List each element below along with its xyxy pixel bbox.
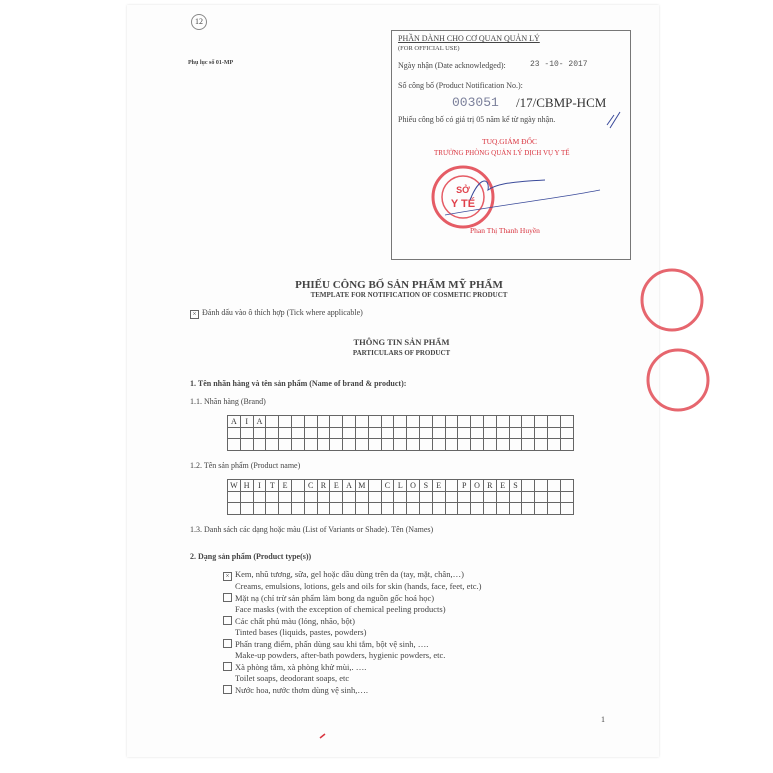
question-1-1: 1.1. Nhãn hàng (Brand) bbox=[190, 397, 266, 406]
grid-cell bbox=[343, 439, 356, 451]
grid-cell: O bbox=[471, 480, 484, 492]
grid-cell bbox=[253, 439, 266, 451]
grid-cell bbox=[381, 503, 394, 515]
grid-cell: O bbox=[407, 480, 420, 492]
type-vi: Các chất phủ màu (lỏng, nhão, bột) bbox=[235, 615, 355, 626]
grid-cell bbox=[407, 491, 420, 503]
type-en: Toilet soaps, deodorant soaps, etc bbox=[235, 673, 350, 683]
grid-cell bbox=[343, 491, 356, 503]
type-vi: Mặt nạ (chỉ trừ sản phẩm làm bong da nguồn gốc hoá học) bbox=[235, 592, 435, 603]
grid-cell bbox=[471, 491, 484, 503]
grid-cell bbox=[483, 416, 496, 428]
notification-suffix: /17/CBMP-HCM bbox=[516, 95, 607, 110]
grid-cell: A bbox=[343, 480, 356, 492]
grid-cell bbox=[560, 480, 573, 492]
grid-cell: I bbox=[240, 416, 253, 428]
grid-cell bbox=[330, 416, 343, 428]
grid-cell bbox=[355, 439, 368, 451]
type-vi: Nước hoa, nước thơm dùng vệ sinh,…. bbox=[235, 684, 368, 695]
grid-cell bbox=[471, 503, 484, 515]
grid-cell bbox=[291, 439, 304, 451]
question-1-3: 1.3. Danh sách các dạng hoặc màu (List of Variants or Shade). Tên (Names) bbox=[190, 525, 434, 534]
grid-cell bbox=[458, 439, 471, 451]
grid-cell bbox=[483, 491, 496, 503]
grid-cell bbox=[368, 480, 381, 492]
grid-cell bbox=[432, 503, 445, 515]
grid-cell bbox=[368, 439, 381, 451]
grid-cell bbox=[394, 439, 407, 451]
grid-cell bbox=[509, 439, 522, 451]
grid-cell bbox=[266, 503, 279, 515]
product-type-item bbox=[223, 639, 481, 662]
grid-cell bbox=[317, 503, 330, 515]
grid-cell bbox=[279, 439, 292, 451]
grid-cell: H bbox=[240, 480, 253, 492]
grid-cell bbox=[330, 491, 343, 503]
product-type-item bbox=[223, 685, 481, 697]
type-vi: Xà phòng tắm, xà phòng khử mùi,. …. bbox=[235, 661, 367, 672]
grid-cell bbox=[291, 427, 304, 439]
grid-cell bbox=[291, 480, 304, 492]
grid-cell: R bbox=[317, 480, 330, 492]
grid-cell: A bbox=[253, 416, 266, 428]
grid-cell bbox=[496, 439, 509, 451]
grid-cell bbox=[522, 503, 535, 515]
checked-box-icon: × bbox=[190, 310, 199, 319]
annex-label: Phụ lục số 01-MP bbox=[188, 60, 234, 66]
grid-cell: C bbox=[381, 480, 394, 492]
grid-cell bbox=[419, 427, 432, 439]
product-type-list bbox=[223, 569, 481, 696]
grid-cell bbox=[445, 427, 458, 439]
grid-cell bbox=[445, 439, 458, 451]
grid-cell bbox=[394, 491, 407, 503]
grid-cell bbox=[535, 427, 548, 439]
date-label: Ngày nhận (Date acknowledged): bbox=[398, 61, 506, 70]
grid-cell: E bbox=[432, 480, 445, 492]
validity-text: Phiếu công bố có giá trị 05 năm kể từ ngày nhận. bbox=[398, 115, 556, 124]
page-number-badge: 12 bbox=[191, 14, 207, 30]
question-1-2: 1.2. Tên sản phẩm (Product name) bbox=[190, 461, 301, 470]
grid-cell bbox=[343, 503, 356, 515]
brand-grid bbox=[227, 415, 574, 451]
grid-cell bbox=[253, 491, 266, 503]
signer-name: Phan Thị Thanh Huyền bbox=[470, 226, 540, 235]
grid-cell bbox=[228, 503, 241, 515]
grid-cell bbox=[240, 427, 253, 439]
page-number: 1 bbox=[601, 715, 605, 724]
grid-cell bbox=[253, 503, 266, 515]
grid-cell bbox=[535, 491, 548, 503]
grid-cell: R bbox=[483, 480, 496, 492]
grid-cell bbox=[368, 491, 381, 503]
grid-cell bbox=[419, 439, 432, 451]
grid-cell bbox=[304, 416, 317, 428]
type-en: Face masks (with the exception of chemical peeling products) bbox=[235, 604, 446, 614]
official-subtitle: (FOR OFFICIAL USE) bbox=[398, 45, 460, 52]
grid-cell bbox=[291, 416, 304, 428]
grid-cell bbox=[355, 416, 368, 428]
grid-cell bbox=[432, 439, 445, 451]
grid-cell bbox=[317, 439, 330, 451]
grid-cell bbox=[407, 416, 420, 428]
grid-cell bbox=[496, 416, 509, 428]
grid-cell bbox=[330, 439, 343, 451]
grid-cell bbox=[522, 480, 535, 492]
type-vi: Phấn trang điểm, phấn dùng sau khi tắm, bột vệ sinh, …. bbox=[235, 638, 429, 649]
grid-cell: E bbox=[330, 480, 343, 492]
product-type-item bbox=[223, 662, 481, 685]
grid-cell bbox=[445, 480, 458, 492]
grid-cell bbox=[547, 480, 560, 492]
grid-cell bbox=[471, 439, 484, 451]
grid-cell bbox=[483, 503, 496, 515]
grid-cell bbox=[458, 427, 471, 439]
grid-cell bbox=[279, 427, 292, 439]
type-vi: Kem, nhũ tương, sữa, gel hoặc dầu dùng trên da (tay, mặt, chân,…) bbox=[235, 569, 464, 579]
grid-cell bbox=[419, 416, 432, 428]
grid-cell bbox=[228, 491, 241, 503]
grid-cell bbox=[445, 503, 458, 515]
grid-cell bbox=[535, 439, 548, 451]
grid-cell bbox=[304, 439, 317, 451]
grid-cell bbox=[522, 491, 535, 503]
grid-cell bbox=[394, 416, 407, 428]
grid-cell bbox=[317, 416, 330, 428]
grid-cell: I bbox=[253, 480, 266, 492]
official-title: PHẦN DÀNH CHO CƠ QUAN QUẢN LÝ bbox=[398, 34, 540, 43]
grid-cell bbox=[266, 427, 279, 439]
grid-cell bbox=[304, 503, 317, 515]
date-value: 23 -10- 2017 bbox=[530, 60, 588, 69]
grid-cell bbox=[432, 491, 445, 503]
grid-cell bbox=[279, 416, 292, 428]
grid-cell bbox=[509, 416, 522, 428]
grid-cell bbox=[343, 427, 356, 439]
grid-cell: S bbox=[419, 480, 432, 492]
grid-cell bbox=[240, 439, 253, 451]
grid-cell: T bbox=[266, 480, 279, 492]
grid-cell: M bbox=[355, 480, 368, 492]
grid-cell bbox=[560, 439, 573, 451]
grid-cell bbox=[547, 491, 560, 503]
grid-cell: C bbox=[304, 480, 317, 492]
grid-cell bbox=[355, 491, 368, 503]
checkbox-icon[interactable] bbox=[223, 685, 232, 694]
grid-cell bbox=[394, 427, 407, 439]
checkbox-icon[interactable] bbox=[223, 662, 232, 671]
grid-cell bbox=[483, 427, 496, 439]
grid-cell bbox=[509, 503, 522, 515]
notification-number: 003051 bbox=[452, 95, 499, 110]
grid-cell bbox=[535, 416, 548, 428]
grid-cell bbox=[509, 427, 522, 439]
grid-cell bbox=[240, 503, 253, 515]
grid-cell: E bbox=[496, 480, 509, 492]
sign-line2: TRƯỞNG PHÒNG QUẢN LÝ DỊCH VỤ Y TẾ bbox=[434, 149, 570, 157]
type-en: Make-up powders, after-bath powders, hygienic powders, etc. bbox=[235, 650, 446, 660]
grid-cell bbox=[266, 439, 279, 451]
grid-cell bbox=[471, 427, 484, 439]
grid-cell bbox=[419, 503, 432, 515]
grid-cell bbox=[304, 427, 317, 439]
number-label: Số công bố (Product Notification No.): bbox=[398, 81, 523, 90]
product-type-item bbox=[223, 593, 481, 616]
grid-cell: L bbox=[394, 480, 407, 492]
grid-cell bbox=[547, 503, 560, 515]
grid-cell bbox=[381, 427, 394, 439]
type-en: Tinted bases (liquids, pastes, powders) bbox=[235, 627, 367, 637]
grid-cell bbox=[355, 503, 368, 515]
grid-cell bbox=[228, 439, 241, 451]
title-en: TEMPLATE FOR NOTIFICATION OF COSMETIC PRODUCT bbox=[310, 291, 508, 299]
grid-cell bbox=[279, 491, 292, 503]
grid-cell bbox=[253, 427, 266, 439]
sign-line1: TUQ.GIÁM ĐỐC bbox=[482, 137, 537, 146]
grid-cell bbox=[458, 503, 471, 515]
title-vi: PHIẾU CÔNG BỐ SẢN PHẨM MỸ PHẨM bbox=[295, 279, 503, 291]
grid-cell bbox=[496, 427, 509, 439]
grid-cell: S bbox=[509, 480, 522, 492]
grid-cell bbox=[228, 427, 241, 439]
grid-cell bbox=[381, 416, 394, 428]
grid-cell bbox=[547, 427, 560, 439]
grid-cell: W bbox=[228, 480, 241, 492]
grid-cell bbox=[407, 439, 420, 451]
question-2: 2. Dạng sản phẩm (Product type(s)) bbox=[190, 552, 312, 561]
grid-cell bbox=[368, 503, 381, 515]
grid-cell bbox=[496, 491, 509, 503]
grid-cell bbox=[535, 503, 548, 515]
grid-cell bbox=[432, 416, 445, 428]
checkbox-icon[interactable] bbox=[223, 616, 232, 625]
grid-cell bbox=[560, 491, 573, 503]
grid-cell bbox=[522, 427, 535, 439]
grid-cell bbox=[496, 503, 509, 515]
svg-text:Y TẾ: Y TẾ bbox=[450, 198, 476, 210]
svg-text:SỞ: SỞ bbox=[456, 185, 470, 195]
grid-cell: P bbox=[458, 480, 471, 492]
tick-note-text: Đánh dấu vào ô thích hợp (Tick where applicable) bbox=[202, 308, 363, 317]
grid-cell bbox=[560, 427, 573, 439]
grid-cell bbox=[458, 491, 471, 503]
grid-cell bbox=[560, 416, 573, 428]
grid-cell bbox=[381, 491, 394, 503]
grid-cell bbox=[368, 427, 381, 439]
checked-box-icon[interactable]: × bbox=[223, 572, 232, 581]
tick-note bbox=[190, 308, 363, 319]
type-en: Creams, emulsions, lotions, gels and oils for skin (hands, face, feet, etc.) bbox=[235, 581, 482, 591]
grid-cell bbox=[279, 503, 292, 515]
grid-cell bbox=[330, 427, 343, 439]
product-type-item bbox=[223, 569, 481, 593]
product-type-item bbox=[223, 616, 481, 639]
product-name-grid bbox=[227, 479, 574, 515]
grid-cell bbox=[509, 491, 522, 503]
checkbox-icon[interactable] bbox=[223, 593, 232, 602]
grid-cell bbox=[445, 491, 458, 503]
grid-cell bbox=[522, 439, 535, 451]
grid-cell bbox=[458, 416, 471, 428]
grid-cell bbox=[547, 439, 560, 451]
grid-cell bbox=[381, 439, 394, 451]
grid-cell bbox=[419, 491, 432, 503]
section-vi: THÔNG TIN SẢN PHẨM bbox=[353, 337, 450, 347]
grid-cell bbox=[522, 416, 535, 428]
grid-cell bbox=[291, 503, 304, 515]
official-use-box bbox=[391, 30, 631, 260]
grid-cell bbox=[547, 416, 560, 428]
grid-cell bbox=[471, 416, 484, 428]
grid-cell bbox=[240, 491, 253, 503]
grid-cell bbox=[445, 416, 458, 428]
grid-cell bbox=[368, 416, 381, 428]
question-1: 1. Tên nhãn hàng và tên sản phẩm (Name of brand & product): bbox=[190, 379, 407, 388]
grid-cell bbox=[535, 480, 548, 492]
grid-cell bbox=[266, 416, 279, 428]
grid-cell bbox=[317, 491, 330, 503]
grid-cell bbox=[330, 503, 343, 515]
grid-cell bbox=[483, 439, 496, 451]
grid-cell bbox=[317, 427, 330, 439]
grid-cell: E bbox=[279, 480, 292, 492]
grid-cell bbox=[407, 503, 420, 515]
checkbox-icon[interactable] bbox=[223, 639, 232, 648]
grid-cell bbox=[266, 491, 279, 503]
grid-cell bbox=[407, 427, 420, 439]
grid-cell bbox=[394, 503, 407, 515]
grid-cell bbox=[355, 427, 368, 439]
grid-cell bbox=[304, 491, 317, 503]
grid-cell: A bbox=[228, 416, 241, 428]
grid-cell bbox=[432, 427, 445, 439]
section-en: PARTICULARS OF PRODUCT bbox=[352, 349, 451, 357]
grid-cell bbox=[291, 491, 304, 503]
grid-cell bbox=[560, 503, 573, 515]
grid-cell bbox=[343, 416, 356, 428]
